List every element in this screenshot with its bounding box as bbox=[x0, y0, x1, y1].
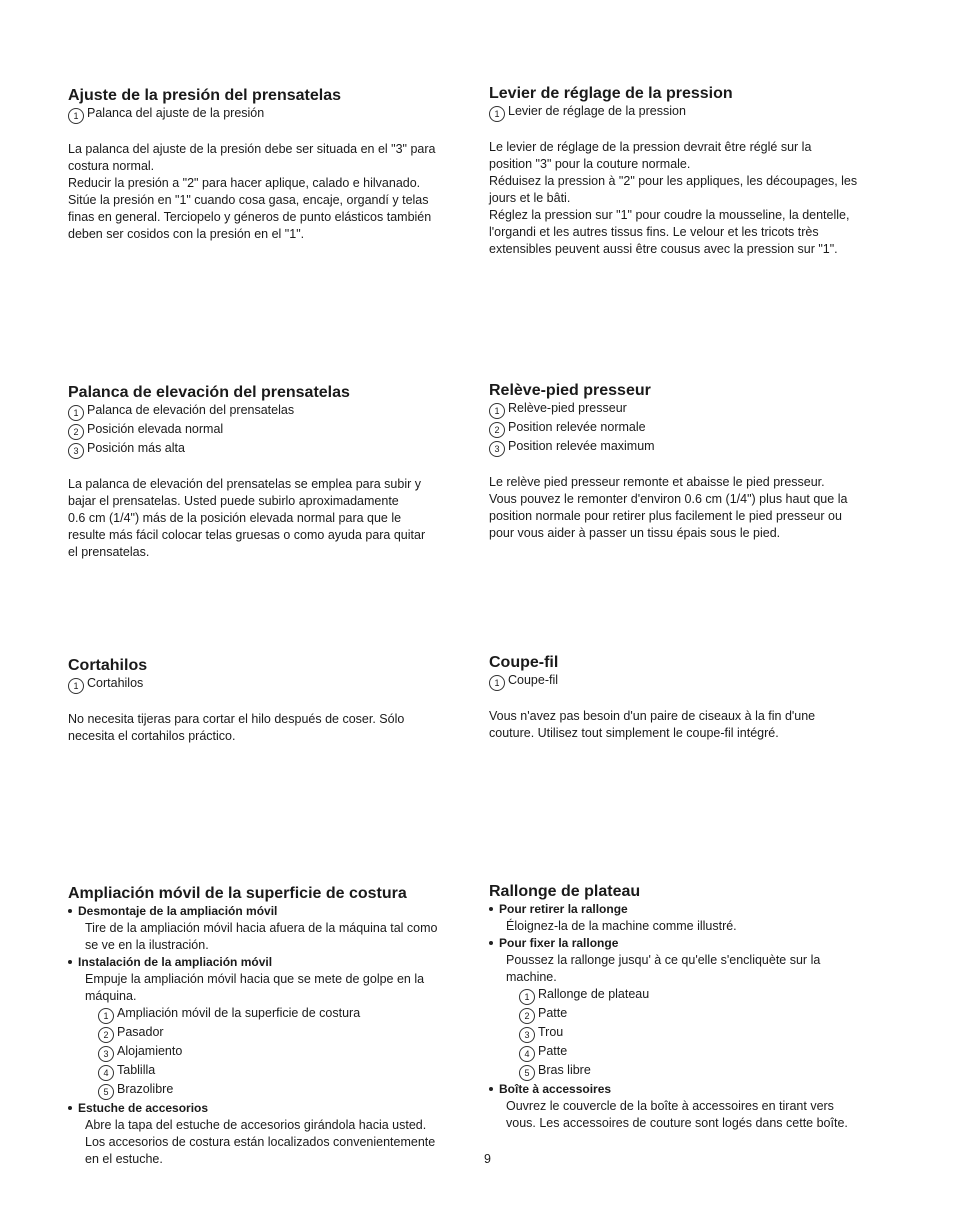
callout-item: 3 Posición más alta bbox=[68, 440, 488, 459]
callout-item: 1 Cortahilos bbox=[68, 675, 488, 694]
callout-item: 3 Alojamiento bbox=[98, 1043, 488, 1062]
callout-item: 1 Rallonge de plateau bbox=[519, 986, 909, 1005]
circled-number-icon: 4 bbox=[98, 1065, 114, 1081]
section-lifter-fr bbox=[489, 381, 909, 542]
bullet-heading: Boîte à accessoires bbox=[489, 1081, 909, 1098]
callout-item: 2 Pasador bbox=[98, 1024, 488, 1043]
heading-cutter-es: Cortahilos bbox=[68, 657, 148, 674]
section-pressure-es bbox=[68, 86, 488, 243]
section-extension-fr bbox=[489, 882, 909, 1132]
heading-cutter-fr: Coupe-fil bbox=[489, 654, 559, 671]
heading-lifter-es: Palanca de elevación del prensatelas bbox=[68, 384, 350, 401]
paragraph: Le levier de réglage de la pression devrait être réglé sur la position "3" pour la couture normale. Réduisez la pression à "2" pour les appliques, les découpages, les jours et le bâti. Réglez la pression sur "1" pour coudre la mousseline, la dentelle, l'organdi et les autres tissus fins. Le velour et les tricots très extensibles peuvent aussi être cousus avec la pression sur "1". bbox=[489, 140, 858, 256]
heading-extension-fr: Rallonge de plateau bbox=[489, 883, 641, 900]
circled-number-icon: 2 bbox=[68, 424, 84, 440]
circled-number-icon: 1 bbox=[68, 405, 84, 421]
section-cutter-fr bbox=[489, 653, 909, 742]
paragraph: Empuje la ampliación móvil hacia que se mete de golpe en la máquina. bbox=[85, 972, 425, 1003]
circled-number-icon: 3 bbox=[68, 443, 84, 459]
callout-item: 5 Bras libre bbox=[519, 1062, 909, 1081]
paragraph: Le relève pied presseur remonte et abaisse le pied presseur. Vous pouvez le remonter d'environ 0.6 cm (1/4") plus haut que la position normale pour retirer plus facilement le pied presseur ou pour vous aider à passer un tissu épais sous le pied. bbox=[489, 475, 848, 540]
page-number: 9 bbox=[484, 1152, 491, 1166]
callout-item: 1 Palanca del ajuste de la presión bbox=[68, 105, 488, 124]
circled-number-icon: 1 bbox=[489, 403, 505, 419]
callout-item: 2 Patte bbox=[519, 1005, 909, 1024]
circled-number-icon: 1 bbox=[68, 108, 84, 124]
heading-pressure-es: Ajuste de la presión del prensatelas bbox=[68, 87, 341, 104]
circled-number-icon: 3 bbox=[98, 1046, 114, 1062]
circled-number-icon: 2 bbox=[98, 1027, 114, 1043]
callout-item: 4 Patte bbox=[519, 1043, 909, 1062]
paragraph: Poussez la rallonge jusqu' à ce qu'elle s'encliquète sur la machine. bbox=[506, 953, 821, 984]
paragraph: Tire de la ampliación móvil hacia afuera de la máquina tal como se ve en la ilustración. bbox=[85, 921, 438, 952]
bullet-heading: Pour retirer la rallonge bbox=[489, 901, 909, 918]
paragraph: Vous n'avez pas besoin d'un paire de ciseaux à la fin d'une couture. Utilisez tout simplement le coupe-fil intégré. bbox=[489, 709, 816, 740]
section-extension-es bbox=[68, 884, 488, 1168]
bullet-heading: Desmontaje de la ampliación móvil bbox=[68, 903, 488, 920]
circled-number-icon: 1 bbox=[489, 106, 505, 122]
paragraph: No necesita tijeras para cortar el hilo después de coser. Sólo necesita el cortahilos práctico. bbox=[68, 712, 405, 743]
circled-number-icon: 3 bbox=[489, 441, 505, 457]
section-lifter-es bbox=[68, 383, 488, 561]
circled-number-icon: 1 bbox=[519, 989, 535, 1005]
callout-list bbox=[489, 986, 909, 1081]
circled-number-icon: 1 bbox=[98, 1008, 114, 1024]
bullet-heading: Pour fixer la rallonge bbox=[489, 935, 909, 952]
section-cutter-es bbox=[68, 656, 488, 745]
bullet-icon bbox=[489, 1087, 493, 1091]
circled-number-icon: 2 bbox=[489, 422, 505, 438]
callout-item: 4 Tablilla bbox=[98, 1062, 488, 1081]
callout-list bbox=[68, 1005, 488, 1100]
circled-number-icon: 5 bbox=[519, 1065, 535, 1081]
bullet-icon bbox=[489, 907, 493, 911]
callout-item: 5 Brazolibre bbox=[98, 1081, 488, 1100]
circled-number-icon: 2 bbox=[519, 1008, 535, 1024]
bullet-icon bbox=[68, 1106, 72, 1110]
bullet-icon bbox=[68, 960, 72, 964]
circled-number-icon: 1 bbox=[68, 678, 84, 694]
circled-number-icon: 1 bbox=[489, 675, 505, 691]
callout-item: 1 Coupe-fil bbox=[489, 672, 909, 691]
bullet-heading: Estuche de accesorios bbox=[68, 1100, 488, 1117]
callout-item: 2 Position relevée normale bbox=[489, 419, 909, 438]
circled-number-icon: 4 bbox=[519, 1046, 535, 1062]
paragraph: La palanca de elevación del prensatelas se emplea para subir y bajar el prensatelas. Usted puede subirlo aproximadamente 0.6 cm (1/4") más de la posición elevada normal para que le resulte más fácil colocar telas gruesas o como ayuda para quitar el prensatelas. bbox=[68, 477, 426, 559]
callout-item: 3 Trou bbox=[519, 1024, 909, 1043]
bullet-heading: Instalación de la ampliación móvil bbox=[68, 954, 488, 971]
heading-pressure-fr: Levier de réglage de la pression bbox=[489, 85, 733, 102]
paragraph: La palanca del ajuste de la presión debe ser situada en el "3" para costura normal. Reducir la presión a "2" para hacer aplique, calado e hilvanado. Sitúe la presión en "1" cuando cosa gasa, encaje, organdí y telas finas en general. Terciopelo y géneros de punto elásticos también deben ser cosidos con la presión en el "1". bbox=[68, 142, 436, 241]
paragraph: Abre la tapa del estuche de accesorios girándola hacia usted. Los accesorios de costura están localizados convenientemente en el estuche. bbox=[85, 1118, 436, 1166]
callout-item: 1 Levier de réglage de la pression bbox=[489, 103, 909, 122]
heading-lifter-fr: Relève-pied presseur bbox=[489, 382, 651, 399]
circled-number-icon: 5 bbox=[98, 1084, 114, 1100]
heading-extension-es: Ampliación móvil de la superficie de costura bbox=[68, 885, 407, 902]
paragraph: Ouvrez le couvercle de la boîte à accessoires en tirant vers vous. Les accessoires de couture sont logés dans cette boîte. bbox=[506, 1099, 848, 1130]
callout-item: 1 Palanca de elevación del prensatelas bbox=[68, 402, 488, 421]
section-pressure-fr bbox=[489, 84, 909, 258]
callout-item: 1 Ampliación móvil de la superficie de costura bbox=[98, 1005, 488, 1024]
paragraph: Éloignez-la de la machine comme illustré. bbox=[506, 919, 737, 933]
callout-item: 1 Relève-pied presseur bbox=[489, 400, 909, 419]
circled-number-icon: 3 bbox=[519, 1027, 535, 1043]
bullet-icon bbox=[489, 941, 493, 945]
bullet-icon bbox=[68, 909, 72, 913]
callout-item: 2 Posición elevada normal bbox=[68, 421, 488, 440]
callout-item: 3 Position relevée maximum bbox=[489, 438, 909, 457]
